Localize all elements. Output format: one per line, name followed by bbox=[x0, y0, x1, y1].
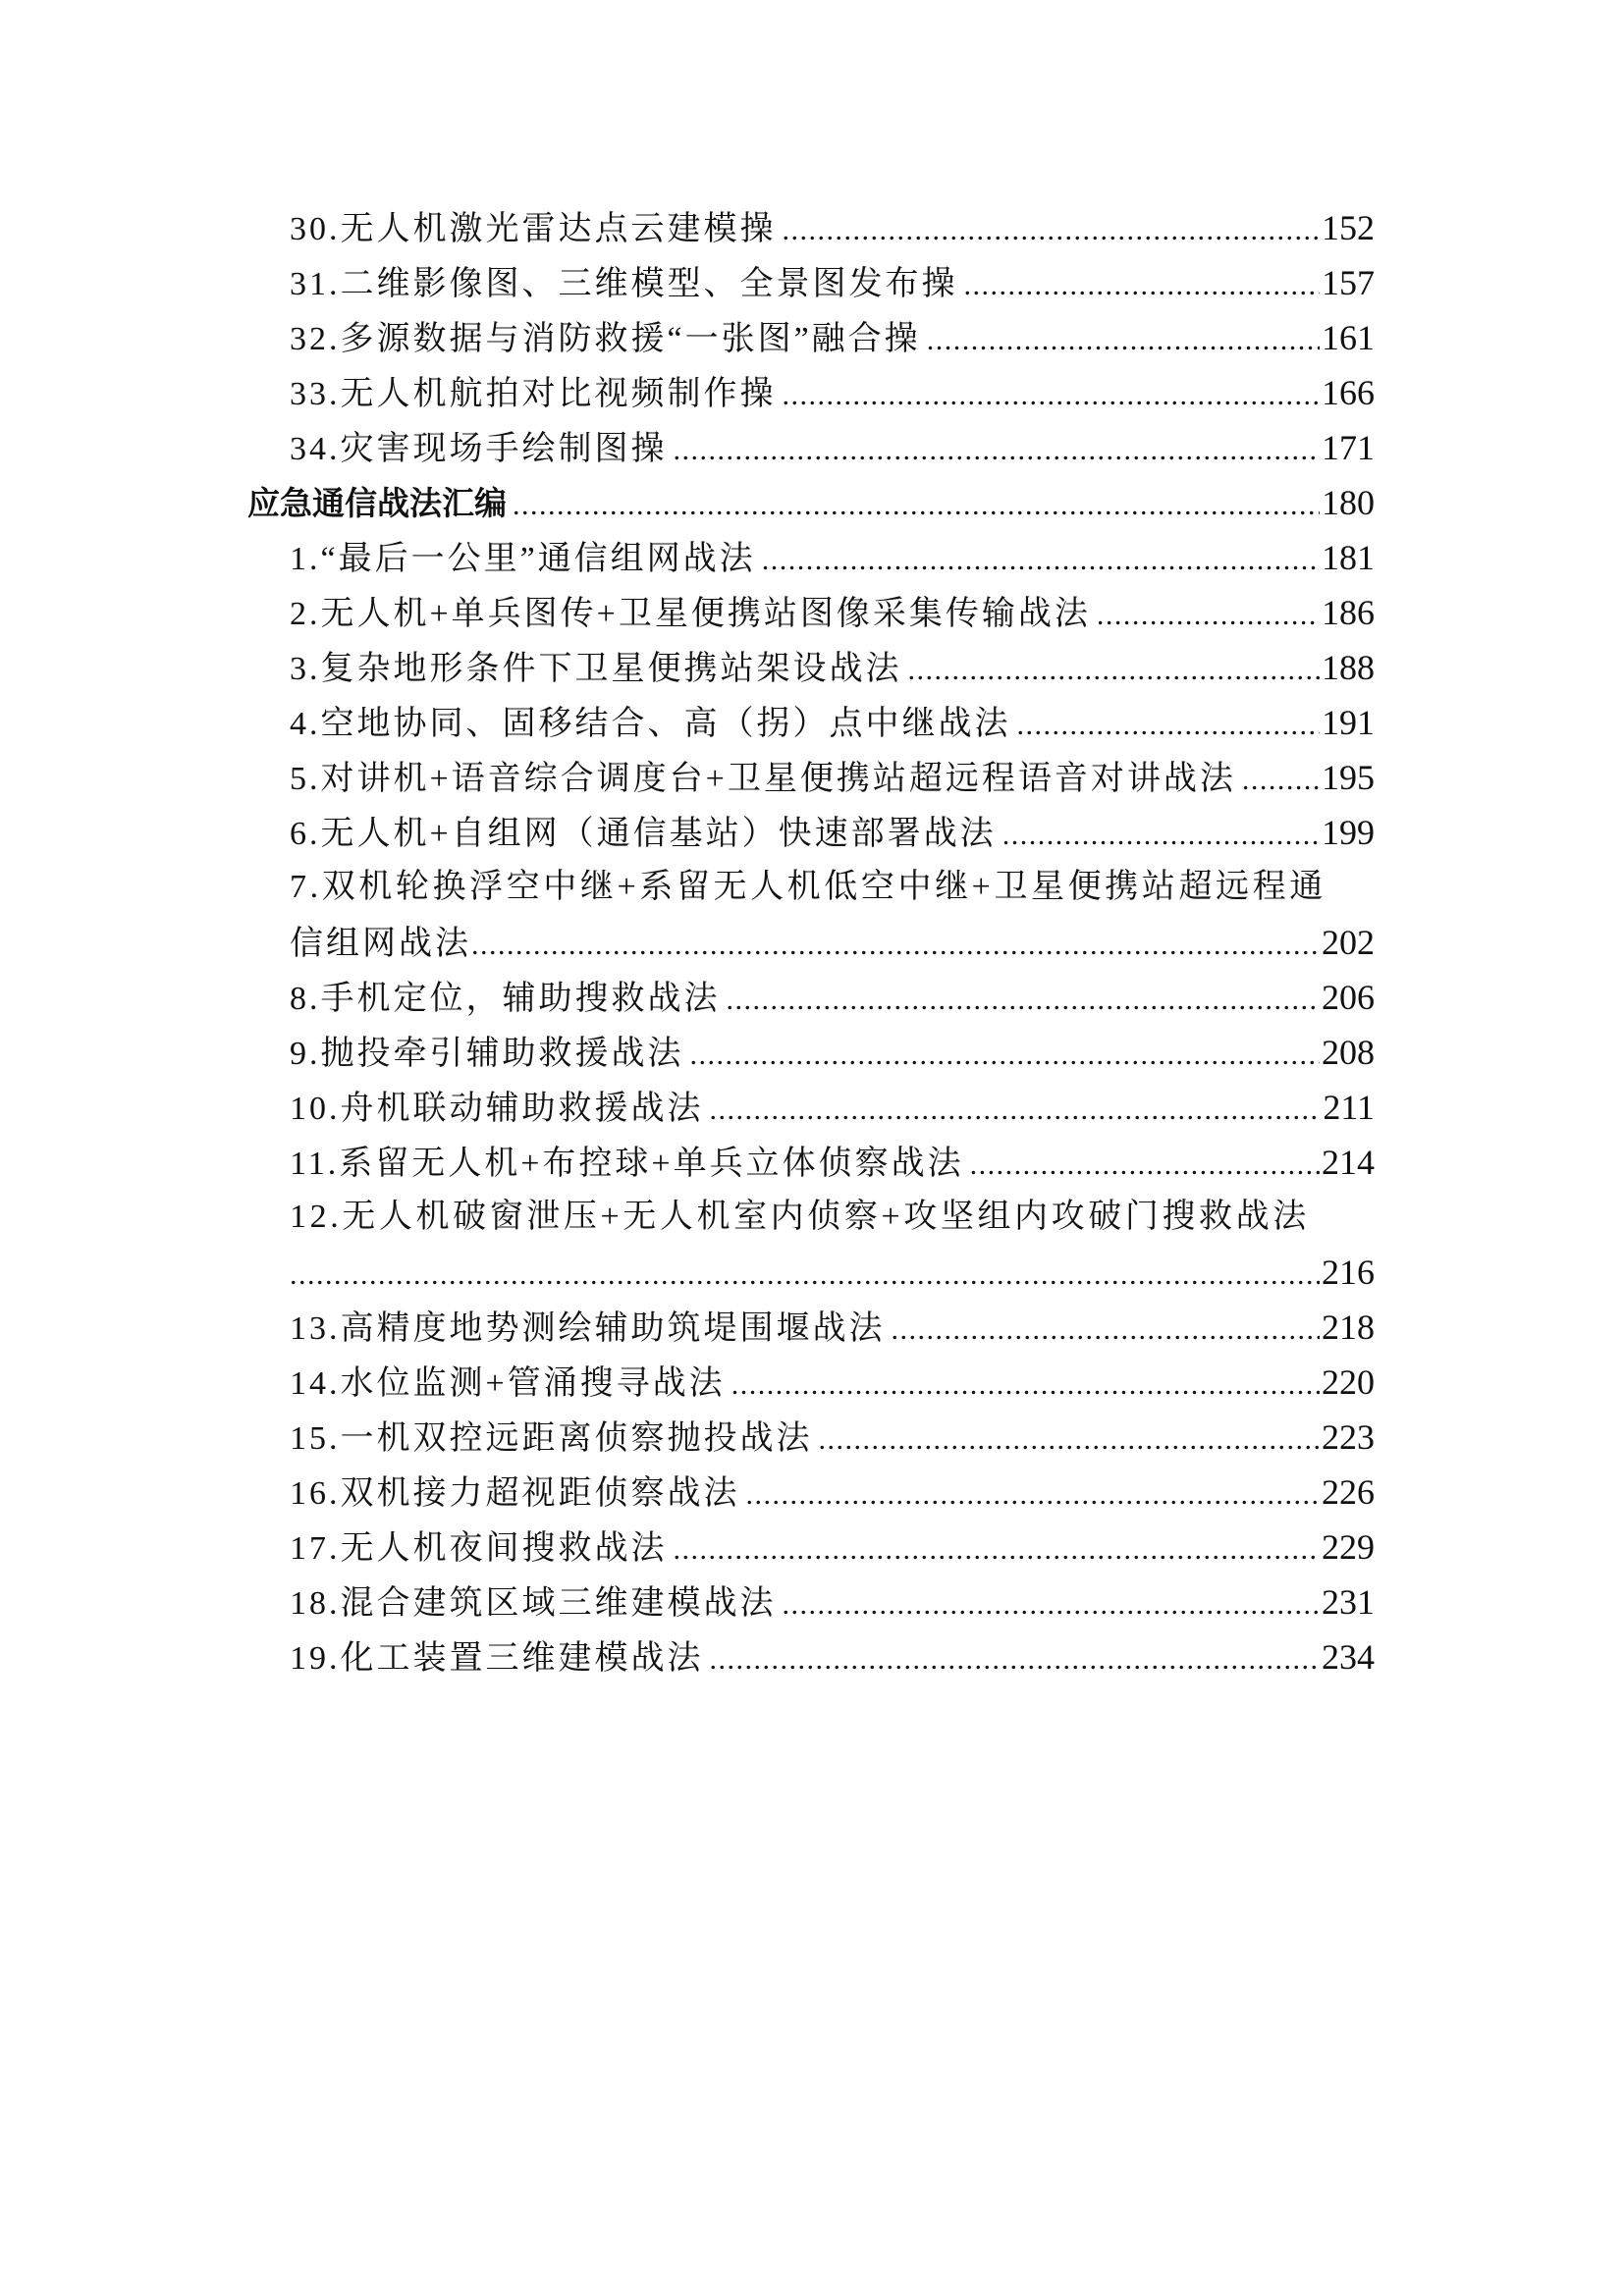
toc-entry-title: 14.水位监测+管涌搜寻战法 bbox=[290, 1365, 726, 1402]
dot-leader bbox=[674, 423, 1321, 475]
toc-entry-page: 206 bbox=[1322, 978, 1375, 1017]
toc-entry-title: 5.对讲机+语音综合调度台+卫星便携站超远程语音对讲战法 bbox=[290, 761, 1236, 797]
toc-entry-12-line1[interactable] bbox=[247, 1190, 1375, 1245]
toc-entry-2[interactable] bbox=[247, 585, 1375, 640]
toc-entry-page: 226 bbox=[1322, 1472, 1375, 1512]
toc-entry-page: 202 bbox=[1322, 923, 1375, 962]
toc-entry-page: 161 bbox=[1322, 318, 1375, 357]
toc-entry-13[interactable] bbox=[247, 1300, 1375, 1355]
toc-entry-title: 19.化工装置三维建模战法 bbox=[290, 1640, 704, 1677]
toc-entry-page: 180 bbox=[1322, 483, 1375, 522]
toc-entry-17[interactable] bbox=[247, 1520, 1375, 1575]
toc-entry-7-line1[interactable] bbox=[247, 860, 1375, 915]
toc-entry-page: 181 bbox=[1322, 538, 1375, 577]
toc-entry-31[interactable] bbox=[247, 255, 1375, 310]
dot-leader bbox=[731, 1358, 1320, 1410]
toc-entry-title: 10.舟机联动辅助救援战法 bbox=[290, 1091, 704, 1127]
dot-leader bbox=[927, 313, 1320, 365]
toc-entry-page: 199 bbox=[1322, 813, 1375, 852]
toc-entry-title: 32.多源数据与消防救援“一张图”融合操 bbox=[290, 321, 921, 357]
toc-section-emergency-communication[interactable] bbox=[247, 475, 1375, 530]
toc-entry-34[interactable] bbox=[247, 420, 1375, 475]
dot-leader bbox=[783, 368, 1321, 420]
dot-leader bbox=[892, 1303, 1321, 1355]
toc-entry-title: 33.无人机航拍对比视频制作操 bbox=[290, 376, 777, 412]
toc-entry-33[interactable] bbox=[247, 365, 1375, 420]
dot-leader bbox=[970, 1138, 1320, 1190]
dot-leader bbox=[783, 203, 1321, 255]
toc-entry-title: 9.抛投牵引辅助救援战法 bbox=[290, 1036, 684, 1072]
dot-leader bbox=[1017, 698, 1321, 750]
toc-entry-page: 223 bbox=[1322, 1417, 1375, 1457]
dot-leader bbox=[1097, 588, 1320, 640]
dot-leader bbox=[1242, 753, 1320, 805]
toc-entry-page: 214 bbox=[1322, 1143, 1375, 1182]
toc-entry-title: 7.双机轮换浮空中继+系留无人机低空中继+卫星便携站超远程通 bbox=[290, 869, 1326, 905]
toc-entry-title: 11.系留无人机+布控球+单兵立体侦察战法 bbox=[290, 1146, 964, 1182]
toc-entry-title: 12.无人机破窗泄压+无人机室内侦察+攻坚组内攻破门搜救战法 bbox=[290, 1199, 1310, 1235]
dot-leader bbox=[908, 643, 1321, 695]
toc-entry-page: 211 bbox=[1323, 1088, 1375, 1127]
toc-entry-4[interactable] bbox=[247, 695, 1375, 750]
toc-entry-title: 2.无人机+单兵图传+卫星便携站图像采集传输战法 bbox=[290, 596, 1091, 632]
toc-entry-8[interactable] bbox=[247, 970, 1375, 1025]
toc-entry-12-line2[interactable] bbox=[247, 1245, 1375, 1300]
toc-entry-page: 218 bbox=[1322, 1308, 1375, 1347]
dot-leader bbox=[746, 1468, 1321, 1520]
toc-entry-page: 231 bbox=[1322, 1582, 1375, 1622]
toc-entry-page: 186 bbox=[1322, 593, 1375, 632]
toc-entry-page: 216 bbox=[1322, 1253, 1375, 1292]
toc-entry-title: 34.灾害现场手绘制图操 bbox=[290, 431, 668, 467]
dot-leader bbox=[783, 1577, 1321, 1629]
toc-entry-title: 1.“最后一公里”通信组网战法 bbox=[290, 541, 756, 577]
toc-entry-9[interactable] bbox=[247, 1025, 1375, 1080]
dot-leader bbox=[674, 1522, 1321, 1575]
toc-entry-32[interactable] bbox=[247, 310, 1375, 365]
toc-entry-30[interactable] bbox=[247, 200, 1375, 255]
toc-entry-page: 220 bbox=[1322, 1362, 1375, 1402]
dot-leader bbox=[762, 533, 1320, 585]
dot-leader bbox=[710, 1632, 1321, 1684]
toc-entry-15[interactable] bbox=[247, 1410, 1375, 1465]
toc-entry-title: 30.无人机激光雷达点云建模操 bbox=[290, 211, 777, 247]
toc-entry-page: 188 bbox=[1322, 648, 1375, 687]
dot-leader bbox=[964, 258, 1321, 310]
dot-leader bbox=[690, 1028, 1321, 1080]
table-of-contents bbox=[247, 200, 1375, 1684]
dot-leader bbox=[513, 478, 1320, 530]
dot-leader bbox=[471, 918, 1320, 970]
toc-entry-title: 31.二维影像图、三维模型、全景图发布操 bbox=[290, 266, 958, 302]
dot-leader bbox=[290, 1248, 1320, 1300]
toc-entry-19[interactable] bbox=[247, 1629, 1375, 1684]
toc-entry-16[interactable] bbox=[247, 1465, 1375, 1520]
toc-entry-title: 16.双机接力超视距侦察战法 bbox=[290, 1475, 740, 1512]
dot-leader bbox=[1002, 808, 1320, 860]
toc-entry-14[interactable] bbox=[247, 1355, 1375, 1410]
dot-leader bbox=[819, 1413, 1321, 1465]
toc-entry-page: 171 bbox=[1322, 428, 1375, 467]
toc-entry-3[interactable] bbox=[247, 640, 1375, 695]
toc-entry-title: 6.无人机+自组网（通信基站）快速部署战法 bbox=[290, 816, 997, 852]
toc-entry-page: 191 bbox=[1322, 703, 1375, 742]
toc-entry-page: 208 bbox=[1322, 1033, 1375, 1072]
toc-entry-page: 229 bbox=[1322, 1527, 1375, 1567]
toc-entry-page: 157 bbox=[1322, 263, 1375, 302]
toc-entry-title: 17.无人机夜间搜救战法 bbox=[290, 1530, 668, 1567]
toc-entry-title-continued: 信组网战法 bbox=[290, 926, 471, 962]
toc-entry-title: 4.空地协同、固移结合、高（拐）点中继战法 bbox=[290, 706, 1011, 742]
toc-entry-page: 234 bbox=[1322, 1637, 1375, 1677]
dot-leader bbox=[727, 973, 1321, 1025]
toc-entry-5[interactable] bbox=[247, 750, 1375, 805]
toc-entry-6[interactable] bbox=[247, 805, 1375, 860]
dot-leader bbox=[710, 1083, 1322, 1135]
toc-entry-7-line2[interactable] bbox=[247, 915, 1375, 970]
toc-entry-18[interactable] bbox=[247, 1575, 1375, 1629]
toc-entry-1[interactable] bbox=[247, 530, 1375, 585]
toc-entry-title: 13.高精度地势测绘辅助筑堤围堰战法 bbox=[290, 1310, 886, 1347]
toc-entry-title: 18.混合建筑区域三维建模战法 bbox=[290, 1585, 777, 1622]
toc-entry-title: 8.手机定位，辅助搜救战法 bbox=[290, 981, 721, 1017]
toc-entry-10[interactable] bbox=[247, 1080, 1375, 1135]
toc-entry-title: 3.复杂地形条件下卫星便携站架设战法 bbox=[290, 651, 902, 687]
toc-entry-page: 166 bbox=[1322, 373, 1375, 412]
toc-entry-11[interactable] bbox=[247, 1135, 1375, 1190]
toc-entry-page: 195 bbox=[1322, 758, 1375, 797]
toc-entry-title: 15.一机双控远距离侦察抛投战法 bbox=[290, 1420, 813, 1457]
toc-entry-page: 152 bbox=[1322, 208, 1375, 247]
toc-section-title: 应急通信战法汇编 bbox=[247, 484, 507, 522]
